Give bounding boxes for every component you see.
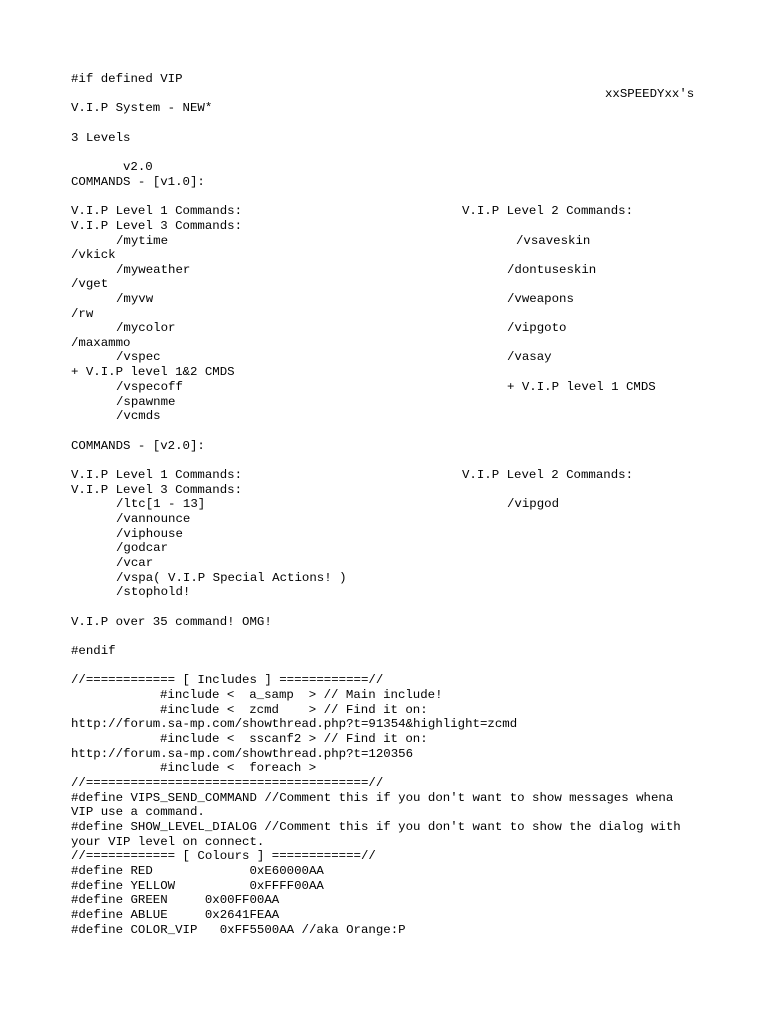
command-item: /vspa( V.I.P Special Actions! ) <box>116 571 347 585</box>
command-item: /ltc[1 - 13] <box>116 497 206 511</box>
command-item: /myweather <box>116 263 191 277</box>
command-note: + V.I.P level 1 CMDS <box>507 380 656 394</box>
version-label: v2.0 <box>123 160 153 174</box>
command-item: /godcar <box>116 541 169 555</box>
command-item: /stophold! <box>116 585 191 599</box>
level-3-heading: V.I.P Level 3 Commands: <box>71 483 243 497</box>
command-item: /vcar <box>116 556 154 570</box>
command-item: /spawnme <box>116 395 176 409</box>
command-item: /viphouse <box>116 527 183 541</box>
command-item: /maxammo <box>71 336 131 350</box>
includes-separator: //============ [ Includes ] ============// <box>71 673 384 687</box>
author-credit: xxSPEEDYxx's <box>605 87 695 101</box>
define-line-continued: VIP use a command. <box>71 805 205 819</box>
define-line: #define GREEN 0x00FF00AA <box>71 893 280 907</box>
define-line-continued: your VIP level on connect. <box>71 835 265 849</box>
include-line: #include < zcmd > // Find it on: <box>160 703 428 717</box>
command-item: /vipgoto <box>507 321 567 335</box>
level-1-heading: V.I.P Level 1 Commands: <box>71 204 243 218</box>
define-line: #define COLOR_VIP 0xFF5500AA //aka Orange:P <box>71 923 406 937</box>
command-note: + V.I.P level 1&2 CMDS <box>71 365 235 379</box>
section-heading-v2: COMMANDS - [v2.0]: <box>71 439 205 453</box>
command-item: /dontuseskin <box>507 263 597 277</box>
code-line: 3 Levels <box>71 131 131 145</box>
colours-separator: //============ [ Colours ] ============// <box>71 849 376 863</box>
command-item: /vcmds <box>116 409 161 423</box>
define-line: #define SHOW_LEVEL_DIALOG //Comment this if you don't want to show the dialog with <box>71 820 681 834</box>
include-line: #include < foreach > <box>160 761 317 775</box>
command-item: /vspec <box>116 350 161 364</box>
define-line: #define VIPS_SEND_COMMAND //Comment this if you don't want to show messages whena <box>71 791 674 805</box>
summary-line: V.I.P over 35 command! OMG! <box>71 615 272 629</box>
command-item: /vsaveskin <box>516 234 591 248</box>
level-2-heading: V.I.P Level 2 Commands: <box>462 204 634 218</box>
command-item: /rw <box>71 307 94 321</box>
define-line: #define YELLOW 0xFFFF00AA <box>71 879 324 893</box>
command-item: /vkick <box>71 248 116 262</box>
url-line: http://forum.sa-mp.com/showthread.php?t=120356 <box>71 747 414 761</box>
document-title: V.I.P System - NEW* <box>71 101 213 115</box>
command-item: /mytime <box>116 234 169 248</box>
command-item: /vannounce <box>116 512 191 526</box>
level-2-heading: V.I.P Level 2 Commands: <box>462 468 634 482</box>
separator-line: //======================================// <box>71 776 384 790</box>
define-line: #define ABLUE 0x2641FEAA <box>71 908 280 922</box>
url-line: http://forum.sa-mp.com/showthread.php?t=91354&highlight=zcmd <box>71 717 518 731</box>
command-item: /vspecoff <box>116 380 183 394</box>
command-item: /myvw <box>116 292 154 306</box>
command-item: /vasay <box>507 350 552 364</box>
command-item: /vipgod <box>507 497 560 511</box>
include-line: #include < sscanf2 > // Find it on: <box>160 732 428 746</box>
command-item: /mycolor <box>116 321 176 335</box>
code-line: #if defined VIP <box>71 72 183 86</box>
section-heading-v1: COMMANDS - [v1.0]: <box>71 175 205 189</box>
define-line: #define RED 0xE60000AA <box>71 864 324 878</box>
code-line: #endif <box>71 644 116 658</box>
level-1-heading: V.I.P Level 1 Commands: <box>71 468 243 482</box>
include-line: #include < a_samp > // Main include! <box>160 688 443 702</box>
command-item: /vget <box>71 277 109 291</box>
command-item: /vweapons <box>507 292 574 306</box>
level-3-heading: V.I.P Level 3 Commands: <box>71 219 243 233</box>
